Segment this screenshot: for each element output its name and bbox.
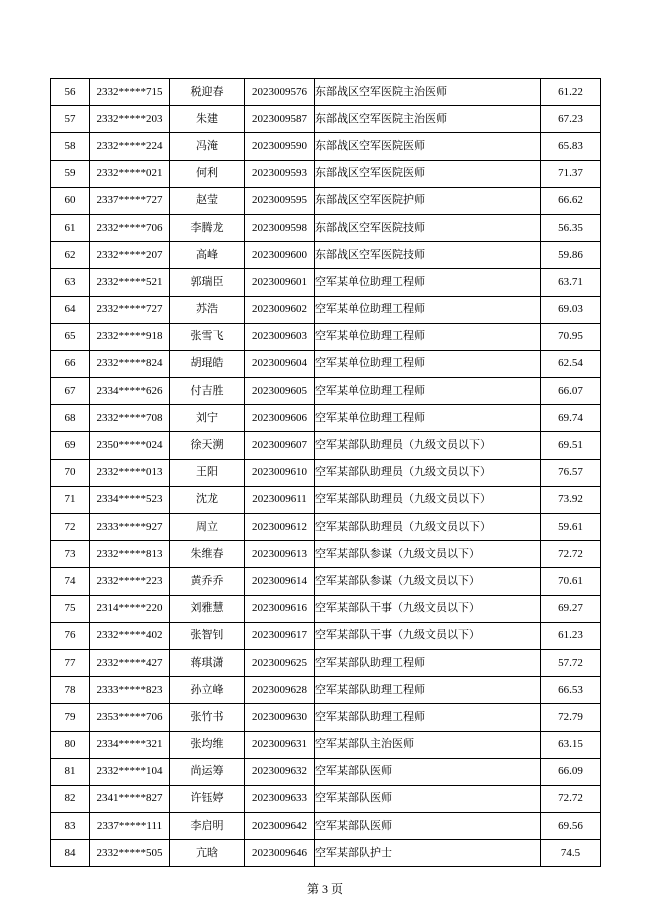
score-cell: 72.79	[541, 704, 601, 731]
name-cell: 徐天溯	[170, 432, 245, 459]
position-cell: 东部战区空军医院技师	[315, 214, 541, 241]
name-cell: 尚运筹	[170, 758, 245, 785]
table-row	[51, 187, 601, 214]
name-cell: 税迎春	[170, 79, 245, 106]
exam-ticket-cell: 2023009631	[245, 731, 315, 758]
exam-ticket-cell: 2023009607	[245, 432, 315, 459]
id-number-cell: 2334*****523	[90, 486, 170, 513]
name-cell: 张均维	[170, 731, 245, 758]
position-cell: 空军某部队参谋（九级文员以下）	[315, 541, 541, 568]
name-cell: 王阳	[170, 459, 245, 486]
id-number-cell: 2332*****223	[90, 568, 170, 595]
row-number: 78	[51, 677, 90, 704]
table-row	[51, 758, 601, 785]
row-number: 75	[51, 595, 90, 622]
name-cell: 刘雅慧	[170, 595, 245, 622]
table-row	[51, 622, 601, 649]
position-cell: 空军某部队助理工程师	[315, 704, 541, 731]
score-cell: 72.72	[541, 541, 601, 568]
score-cell: 73.92	[541, 486, 601, 513]
name-cell: 冯淹	[170, 133, 245, 160]
position-cell: 东部战区空军医院医师	[315, 160, 541, 187]
exam-ticket-cell: 2023009613	[245, 541, 315, 568]
row-number: 82	[51, 785, 90, 812]
table-row	[51, 649, 601, 676]
row-number: 68	[51, 405, 90, 432]
exam-ticket-cell: 2023009633	[245, 785, 315, 812]
exam-ticket-cell: 2023009602	[245, 296, 315, 323]
position-cell: 空军某单位助理工程师	[315, 405, 541, 432]
table-row	[51, 350, 601, 377]
id-number-cell: 2332*****708	[90, 405, 170, 432]
id-number-cell: 2333*****927	[90, 514, 170, 541]
table-row	[51, 785, 601, 812]
exam-ticket-cell: 2023009646	[245, 840, 315, 867]
name-cell: 郭瑞臣	[170, 269, 245, 296]
name-cell: 李启明	[170, 813, 245, 840]
row-number: 62	[51, 242, 90, 269]
id-number-cell: 2332*****021	[90, 160, 170, 187]
score-cell: 74.5	[541, 840, 601, 867]
exam-ticket-cell: 2023009576	[245, 79, 315, 106]
position-cell: 空军某部队参谋（九级文员以下）	[315, 568, 541, 595]
name-cell: 付吉胜	[170, 378, 245, 405]
row-number: 70	[51, 459, 90, 486]
row-number: 79	[51, 704, 90, 731]
position-cell: 空军某单位助理工程师	[315, 323, 541, 350]
position-cell: 空军某单位助理工程师	[315, 378, 541, 405]
score-cell: 69.27	[541, 595, 601, 622]
exam-ticket-cell: 2023009630	[245, 704, 315, 731]
id-number-cell: 2337*****111	[90, 813, 170, 840]
position-cell: 空军某部队主治医师	[315, 731, 541, 758]
position-cell: 空军某单位助理工程师	[315, 269, 541, 296]
table-row	[51, 296, 601, 323]
position-cell: 空军某部队助理工程师	[315, 649, 541, 676]
exam-ticket-cell: 2023009642	[245, 813, 315, 840]
exam-ticket-cell: 2023009617	[245, 622, 315, 649]
table-row	[51, 106, 601, 133]
id-number-cell: 2332*****013	[90, 459, 170, 486]
row-number: 80	[51, 731, 90, 758]
position-cell: 空军某部队助理员（九级文员以下）	[315, 459, 541, 486]
table-row	[51, 242, 601, 269]
score-cell: 69.56	[541, 813, 601, 840]
position-cell: 空军某单位助理工程师	[315, 296, 541, 323]
table-row	[51, 214, 601, 241]
name-cell: 许钰婷	[170, 785, 245, 812]
row-number: 81	[51, 758, 90, 785]
position-cell: 空军某部队医师	[315, 785, 541, 812]
table-row	[51, 323, 601, 350]
table-row	[51, 514, 601, 541]
position-cell: 空军某部队助理员（九级文员以下）	[315, 432, 541, 459]
score-cell: 71.37	[541, 160, 601, 187]
id-number-cell: 2332*****918	[90, 323, 170, 350]
table-row	[51, 568, 601, 595]
exam-ticket-cell: 2023009625	[245, 649, 315, 676]
exam-ticket-cell: 2023009628	[245, 677, 315, 704]
id-number-cell: 2334*****626	[90, 378, 170, 405]
exam-ticket-cell: 2023009611	[245, 486, 315, 513]
id-number-cell: 2332*****427	[90, 649, 170, 676]
name-cell: 李腾龙	[170, 214, 245, 241]
position-cell: 空军某部队助理员（九级文员以下）	[315, 486, 541, 513]
score-cell: 70.61	[541, 568, 601, 595]
name-cell: 赵莹	[170, 187, 245, 214]
table-row	[51, 459, 601, 486]
score-cell: 66.62	[541, 187, 601, 214]
row-number: 60	[51, 187, 90, 214]
row-number: 67	[51, 378, 90, 405]
exam-ticket-cell: 2023009601	[245, 269, 315, 296]
id-number-cell: 2334*****321	[90, 731, 170, 758]
score-cell: 66.53	[541, 677, 601, 704]
id-number-cell: 2332*****224	[90, 133, 170, 160]
name-cell: 刘宁	[170, 405, 245, 432]
id-number-cell: 2332*****715	[90, 79, 170, 106]
id-number-cell: 2333*****823	[90, 677, 170, 704]
id-number-cell: 2332*****402	[90, 622, 170, 649]
score-cell: 61.23	[541, 622, 601, 649]
score-cell: 69.51	[541, 432, 601, 459]
position-cell: 空军某单位助理工程师	[315, 350, 541, 377]
score-cell: 66.07	[541, 378, 601, 405]
name-cell: 张竹书	[170, 704, 245, 731]
score-cell: 69.74	[541, 405, 601, 432]
id-number-cell: 2332*****824	[90, 350, 170, 377]
score-cell: 63.15	[541, 731, 601, 758]
table-row	[51, 704, 601, 731]
table-row	[51, 541, 601, 568]
row-number: 72	[51, 514, 90, 541]
position-cell: 空军某部队干事（九级文员以下）	[315, 622, 541, 649]
score-cell: 63.71	[541, 269, 601, 296]
row-number: 74	[51, 568, 90, 595]
score-cell: 70.95	[541, 323, 601, 350]
position-cell: 空军某部队助理工程师	[315, 677, 541, 704]
exam-ticket-cell: 2023009614	[245, 568, 315, 595]
exam-ticket-cell: 2023009612	[245, 514, 315, 541]
position-cell: 东部战区空军医院护师	[315, 187, 541, 214]
position-cell: 空军某部队医师	[315, 813, 541, 840]
exam-ticket-cell: 2023009606	[245, 405, 315, 432]
table-row	[51, 731, 601, 758]
row-number: 64	[51, 296, 90, 323]
position-cell: 东部战区空军医院主治医师	[315, 106, 541, 133]
id-number-cell: 2332*****104	[90, 758, 170, 785]
table-row	[51, 840, 601, 867]
exam-ticket-cell: 2023009593	[245, 160, 315, 187]
name-cell: 蒋琪潇	[170, 649, 245, 676]
position-cell: 空军某部队护士	[315, 840, 541, 867]
exam-ticket-cell: 2023009587	[245, 106, 315, 133]
name-cell: 沈龙	[170, 486, 245, 513]
table-row	[51, 405, 601, 432]
row-number: 83	[51, 813, 90, 840]
position-cell: 东部战区空军医院技师	[315, 242, 541, 269]
exam-ticket-cell: 2023009605	[245, 378, 315, 405]
name-cell: 苏浩	[170, 296, 245, 323]
exam-ticket-cell: 2023009590	[245, 133, 315, 160]
id-number-cell: 2332*****521	[90, 269, 170, 296]
name-cell: 朱维春	[170, 541, 245, 568]
results-table-body	[51, 79, 601, 867]
row-number: 71	[51, 486, 90, 513]
name-cell: 黄乔乔	[170, 568, 245, 595]
row-number: 65	[51, 323, 90, 350]
score-cell: 66.09	[541, 758, 601, 785]
table-row	[51, 595, 601, 622]
table-row	[51, 813, 601, 840]
row-number: 63	[51, 269, 90, 296]
row-number: 58	[51, 133, 90, 160]
exam-ticket-cell: 2023009598	[245, 214, 315, 241]
score-cell: 65.83	[541, 133, 601, 160]
results-table	[50, 78, 601, 867]
page-number: 第 3 页	[306, 882, 343, 896]
name-cell: 何利	[170, 160, 245, 187]
row-number: 84	[51, 840, 90, 867]
name-cell: 孙立峰	[170, 677, 245, 704]
name-cell: 周立	[170, 514, 245, 541]
score-cell: 61.22	[541, 79, 601, 106]
id-number-cell: 2332*****203	[90, 106, 170, 133]
exam-ticket-cell: 2023009632	[245, 758, 315, 785]
name-cell: 张智钊	[170, 622, 245, 649]
score-cell: 72.72	[541, 785, 601, 812]
score-cell: 57.72	[541, 649, 601, 676]
id-number-cell: 2332*****706	[90, 214, 170, 241]
id-number-cell: 2337*****727	[90, 187, 170, 214]
row-number: 59	[51, 160, 90, 187]
exam-ticket-cell: 2023009595	[245, 187, 315, 214]
row-number: 57	[51, 106, 90, 133]
row-number: 56	[51, 79, 90, 106]
id-number-cell: 2332*****813	[90, 541, 170, 568]
row-number: 66	[51, 350, 90, 377]
table-row	[51, 432, 601, 459]
score-cell: 76.57	[541, 459, 601, 486]
position-cell: 空军某部队助理员（九级文员以下）	[315, 514, 541, 541]
id-number-cell: 2332*****727	[90, 296, 170, 323]
exam-ticket-cell: 2023009616	[245, 595, 315, 622]
exam-ticket-cell: 2023009600	[245, 242, 315, 269]
table-row	[51, 677, 601, 704]
name-cell: 朱建	[170, 106, 245, 133]
table-row	[51, 378, 601, 405]
exam-ticket-cell: 2023009604	[245, 350, 315, 377]
score-cell: 59.61	[541, 514, 601, 541]
name-cell: 高峰	[170, 242, 245, 269]
table-row	[51, 486, 601, 513]
score-cell: 56.35	[541, 214, 601, 241]
table-row	[51, 269, 601, 296]
table-row	[51, 160, 601, 187]
position-cell: 东部战区空军医院主治医师	[315, 79, 541, 106]
row-number: 73	[51, 541, 90, 568]
row-number: 76	[51, 622, 90, 649]
score-cell: 67.23	[541, 106, 601, 133]
id-number-cell: 2332*****505	[90, 840, 170, 867]
id-number-cell: 2341*****827	[90, 785, 170, 812]
table-row	[51, 79, 601, 106]
row-number: 61	[51, 214, 90, 241]
name-cell: 亢晗	[170, 840, 245, 867]
score-cell: 59.86	[541, 242, 601, 269]
id-number-cell: 2314*****220	[90, 595, 170, 622]
name-cell: 张雪飞	[170, 323, 245, 350]
score-cell: 62.54	[541, 350, 601, 377]
name-cell: 胡琨皓	[170, 350, 245, 377]
exam-ticket-cell: 2023009610	[245, 459, 315, 486]
id-number-cell: 2332*****207	[90, 242, 170, 269]
id-number-cell: 2350*****024	[90, 432, 170, 459]
position-cell: 空军某部队干事（九级文员以下）	[315, 595, 541, 622]
id-number-cell: 2353*****706	[90, 704, 170, 731]
table-row	[51, 133, 601, 160]
score-cell: 69.03	[541, 296, 601, 323]
row-number: 77	[51, 649, 90, 676]
exam-ticket-cell: 2023009603	[245, 323, 315, 350]
row-number: 69	[51, 432, 90, 459]
position-cell: 空军某部队医师	[315, 758, 541, 785]
position-cell: 东部战区空军医院医师	[315, 133, 541, 160]
